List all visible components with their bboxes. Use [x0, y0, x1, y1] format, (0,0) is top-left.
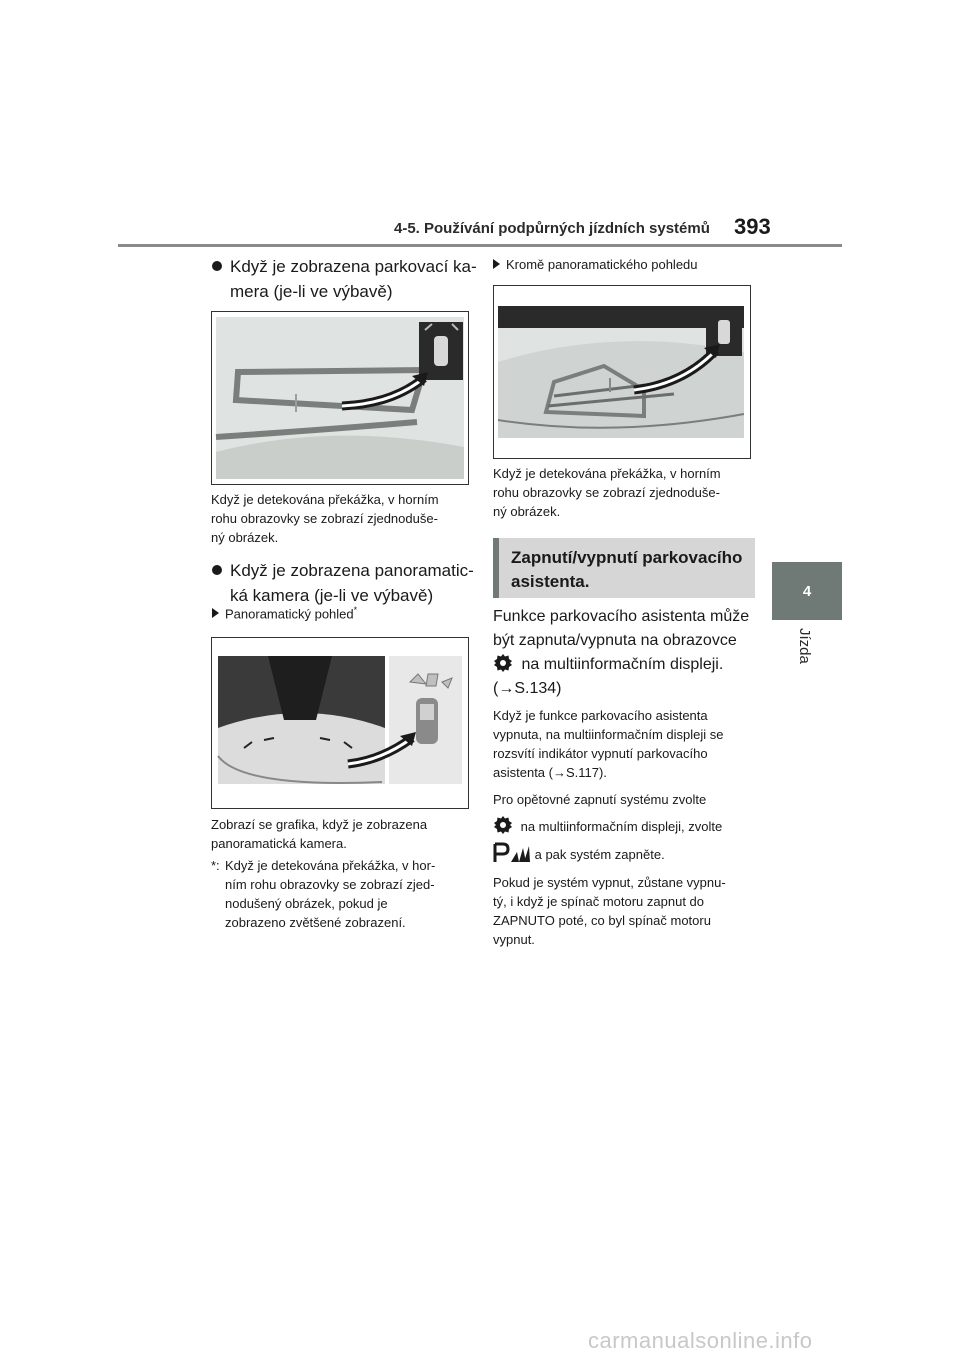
figure-parking-camera: [211, 311, 469, 485]
figure-except-panoramic: [493, 285, 751, 459]
paragraph-panoramic-note: Zobrazí se grafika, když je zobrazena panoramatická kamera.: [211, 817, 428, 851]
bullet-heading-panoramic-camera: Když je zobrazena panoramatic- ká kamera (je-li ve výbavě): [212, 558, 474, 608]
arrow-icon: [493, 259, 500, 269]
paragraph-except-panoramic-note: Když je detekována překážka, v horním rohu obrazovky se zobrazí zjednoduše- ný obrázek.: [493, 466, 721, 519]
paragraph-off-indicator: Když je funkce parkovacího asistenta vypnuta, na multiinformačním displeji se rozsvítí indikátor vypnutí parkovacího asistenta (→S.117).: [493, 708, 724, 780]
paragraph-toggle-intro: Funkce parkovacího asistenta může být zapnuta/vypnuta na obrazovce na multiinformačním displeji. (→S.134): [493, 608, 750, 697]
header-divider: [118, 244, 842, 247]
page-number: 393: [734, 214, 771, 239]
paragraph-reenable-step1: na multiinformačním displeji, zvolte: [493, 815, 722, 836]
chapter-number: 4: [802, 582, 812, 600]
paragraph-reenable-step2: a pak systém zapněte.: [493, 842, 665, 864]
gear-icon: [493, 653, 513, 673]
label-panoramic-view: Panoramatický pohled*: [212, 605, 357, 621]
bullet-icon: [212, 565, 222, 575]
paragraph-parking-camera-note: Když je detekována překážka, v horním rohu obrazovky se zobrazí zjednoduše- ný obrázek.: [211, 492, 439, 545]
paragraph-reenable: Pro opětovné zapnutí systému zvolte: [493, 792, 707, 807]
section-title: 4-5. Používání podpůrných jízdních systémů: [394, 220, 710, 237]
chapter-tab: [772, 562, 842, 620]
footnote: *: Když je detekována překážka, v hor- ním rohu obrazovky se zobrazí zjed- nodušený obrázek, pokud je zobrazeno zvětšené zobrazení.: [211, 858, 436, 930]
chapter-label: Jízda: [796, 628, 813, 664]
bullet-heading-parking-camera: Když je zobrazena parkovací ka- mera (je-li ve výbavě): [212, 254, 477, 304]
label-except-panoramic: Kromě panoramatického pohledu: [493, 257, 698, 272]
gear-icon: [493, 815, 513, 835]
arrow-icon: [212, 608, 219, 618]
parking-assist-icon: [493, 842, 531, 864]
figure-panoramic-view: [211, 637, 469, 809]
watermark: carmanualsonline.info: [588, 1328, 813, 1353]
paragraph-persistence: Pokud je systém vypnut, zůstane vypnu- tý, i když je spínač motoru zapnut do ZAPNUTO poté, co byl spínač motoru vypnut.: [493, 875, 726, 947]
section-heading-box: Zapnutí/vypnutí parkovacího asistenta.: [493, 538, 755, 598]
section-heading: Zapnutí/vypnutí parkovacího: [511, 548, 743, 567]
bullet-icon: [212, 261, 222, 271]
